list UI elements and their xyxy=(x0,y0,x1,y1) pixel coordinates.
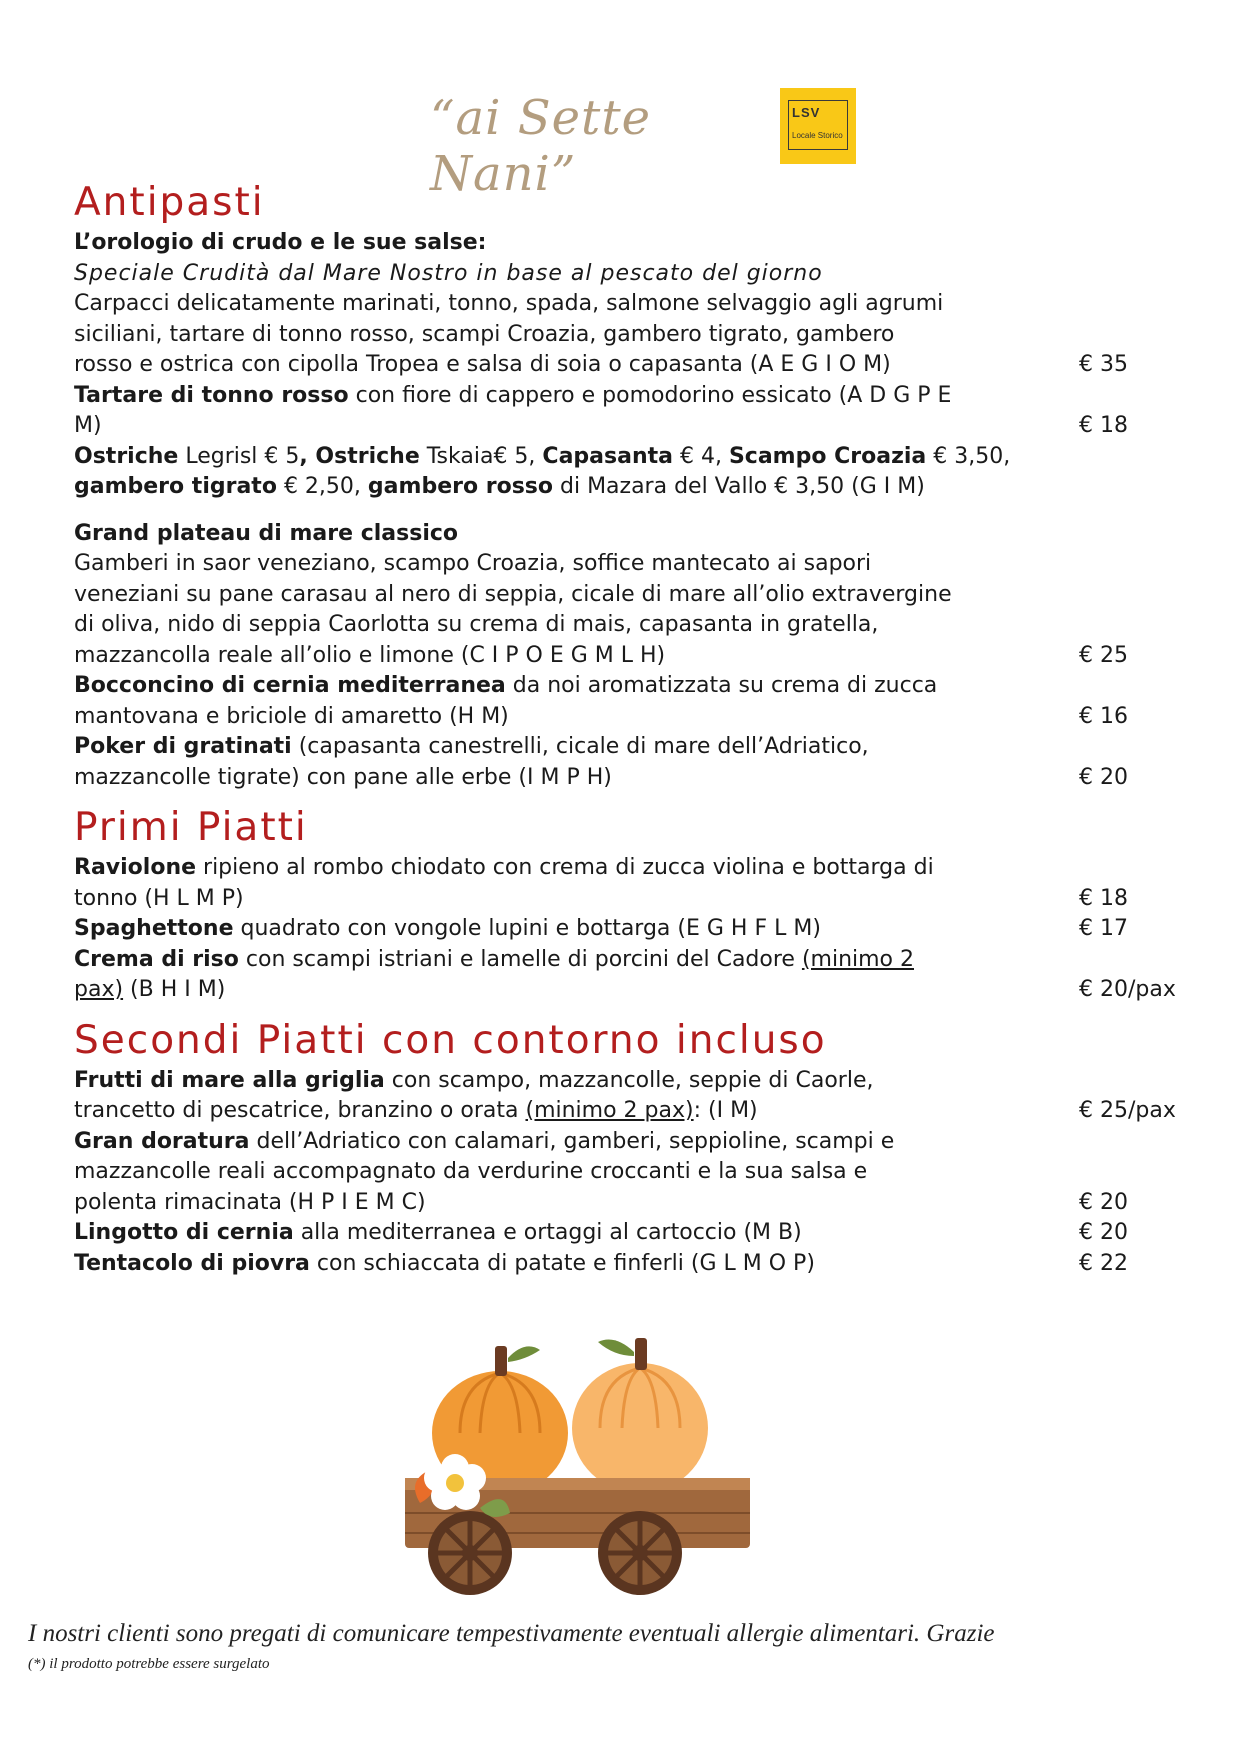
item-crudi-line-1 xyxy=(74,442,1214,473)
item-desc-text: mantovana e briciole di amaretto (H M) xyxy=(74,703,509,729)
item-price-lingotto: € 20 xyxy=(1079,1220,1128,1245)
pumpkin-right xyxy=(572,1338,708,1493)
item-name-capasanta: Capasanta xyxy=(542,443,673,469)
item-desc-tartare: con fiore di cappero e pomodorino essicato (A D G P E xyxy=(348,382,952,408)
item-desc-line xyxy=(74,702,1214,733)
cart-wheel-left xyxy=(428,1511,512,1595)
item-desc-text: : (I M) xyxy=(693,1098,758,1123)
pumpkin-cart-illustration xyxy=(400,1328,760,1598)
item-desc-line xyxy=(74,1188,1214,1219)
item-desc-line: veneziani su pane carasau al nero di seppia, cicale di mare all’olio extravergine xyxy=(74,581,952,607)
item-price-plateau: € 25 xyxy=(1079,642,1128,668)
item-price-frutti: € 25/pax xyxy=(1079,1098,1176,1123)
item-desc-line xyxy=(74,975,1214,1006)
frozen-note: (*) il prodotto potrebbe essere surgelato xyxy=(28,1656,270,1672)
badge-caption: Locale Storico xyxy=(792,131,843,140)
item-desc-gran-doratura: dell’Adriatico con calamari, gamberi, seppioline, scampi e xyxy=(249,1128,895,1154)
item-note-pax: pax) xyxy=(74,977,124,1002)
item-name-crema-riso: Crema di riso xyxy=(74,946,239,972)
item-name-spaghettone: Spaghettone xyxy=(74,916,234,941)
item-name-bocconcino: Bocconcino di cernia mediterranea xyxy=(74,673,506,698)
item-gran-doratura xyxy=(74,1127,1214,1158)
item-desc-line xyxy=(74,350,1214,381)
item-name-tentacolo: Tentacolo di piovra xyxy=(74,1250,310,1276)
item-price-raviolone: € 18 xyxy=(1079,885,1128,911)
item-desc-line xyxy=(74,411,1214,442)
badge-frame xyxy=(788,100,848,150)
item-desc-raviolone: ripieno al rombo chiodato con crema di zucca violina e bottarga di xyxy=(196,855,934,880)
section-title-primi: Primi Piatti xyxy=(74,805,308,850)
item-poker xyxy=(74,732,1214,763)
item-price-crema-riso: € 20/pax xyxy=(1079,977,1176,1002)
brand-logo: “ai Sette Nani” xyxy=(430,90,652,202)
cart-wheel-right xyxy=(598,1511,682,1595)
item-desc-line: siciliani, tartare di tonno rosso, scampi Croazia, gambero tigrato, gambero xyxy=(74,321,895,347)
item-crema-riso xyxy=(74,945,1214,976)
item-spaghettone xyxy=(74,914,1214,945)
item-name-ostriche-2: , Ostriche xyxy=(299,443,420,469)
item-name-tartare: Tartare di tonno rosso xyxy=(74,382,349,408)
item-desc-text: Tskaia€ 5, xyxy=(419,443,543,469)
item-name-scampo: Scampo Croazia xyxy=(728,443,927,469)
item-desc-text: di Mazara del Vallo € 3,50 (G I M) xyxy=(553,474,925,499)
item-desc-line xyxy=(74,1096,1214,1127)
item-name-raviolone: Raviolone xyxy=(74,855,197,880)
item-title-plateau: Grand plateau di mare classico xyxy=(74,520,459,546)
item-lingotto xyxy=(74,1218,1214,1249)
item-desc-text: polenta rimacinata (H P I E M C) xyxy=(74,1189,426,1215)
item-price-spaghettone: € 17 xyxy=(1079,916,1128,941)
item-desc-text: trancetto di pescatrice, branzino o orata xyxy=(74,1098,526,1123)
item-name-poker: Poker di gratinati xyxy=(74,734,292,759)
section-title-secondi: Secondi Piatti con contorno incluso xyxy=(74,1017,827,1063)
item-desc-line xyxy=(74,763,1214,794)
item-name-gambero-tigrato: gambero tigrato xyxy=(74,474,277,499)
item-desc-text: mazzancolla reale all’olio e limone (C I P O E G M L H) xyxy=(74,642,666,668)
item-desc-text: € 4, xyxy=(672,443,729,469)
item-desc-tentacolo: con schiaccata di patate e finferli (G L M O P) xyxy=(309,1250,815,1276)
item-tentacolo xyxy=(74,1249,1214,1280)
item-desc-text: M) xyxy=(74,413,102,438)
allergy-note: I nostri clienti sono pregati di comunicare tempestivamente eventuali allergie alimentari. Grazie xyxy=(28,1620,995,1647)
item-crudi-line-2 xyxy=(74,472,1214,503)
item-desc-crema-riso: con scampi istriani e lamelle di porcini del Cadore xyxy=(238,946,802,972)
item-desc-line: mazzancolle reali accompagnato da verdurine croccanti e la sua salsa e xyxy=(74,1159,868,1184)
item-desc-text: € 3,50, xyxy=(926,443,1011,469)
item-price-bocconcino: € 16 xyxy=(1079,703,1128,729)
item-name-ostriche: Ostriche xyxy=(74,443,179,469)
item-tartare xyxy=(74,381,1214,412)
item-title-orologio: L’orologio di crudo e le sue salse: xyxy=(74,230,487,255)
item-desc-line: Gamberi in saor veneziano, scampo Croazia, soffice mantecato ai sapori xyxy=(74,551,872,576)
item-raviolone xyxy=(74,853,1214,884)
item-name-gran-doratura: Gran doratura xyxy=(74,1128,250,1154)
locale-storico-badge xyxy=(780,88,856,164)
menu-content xyxy=(74,178,1214,1279)
item-note-minimo: (minimo 2 xyxy=(801,946,914,972)
item-desc-lingotto: alla mediterranea e ortaggi al cartoccio (M B) xyxy=(293,1220,802,1245)
item-bocconcino xyxy=(74,671,1214,702)
item-desc-text: mazzancolle tigrate) con pane alle erbe (I M P H) xyxy=(74,764,612,790)
item-name-gambero-rosso: gambero rosso xyxy=(367,474,553,499)
item-desc-text: € 2,50, xyxy=(276,474,368,499)
item-price-orologio: € 35 xyxy=(1079,352,1128,377)
item-desc-text: rosso e ostrica con cipolla Tropea e salsa di soia o capasanta (A E G I O M) xyxy=(74,352,891,377)
item-desc-line: di oliva, nido di seppia Caorlotta su crema di mais, capasanta in gratella, xyxy=(74,612,879,637)
item-desc-text: tonno (H L M P) xyxy=(74,885,244,911)
item-price-gran-doratura: € 20 xyxy=(1079,1189,1128,1215)
item-price-poker: € 20 xyxy=(1079,764,1128,790)
spacer xyxy=(74,1006,1214,1016)
item-subtitle-orologio: Speciale Crudità dal Mare Nostro in base al pescato del giorno xyxy=(74,260,823,286)
spacer xyxy=(74,793,1214,803)
spacer xyxy=(74,503,1214,519)
item-note-minimo: (minimo 2 pax) xyxy=(525,1098,694,1123)
item-desc-spaghettone: quadrato con vongole lupini e bottarga (E G H F L M) xyxy=(233,916,821,941)
item-name-lingotto: Lingotto di cernia xyxy=(74,1220,294,1245)
item-desc-line xyxy=(74,884,1214,915)
item-desc-line xyxy=(74,641,1214,672)
item-price-tartare: € 18 xyxy=(1079,413,1128,438)
item-desc-line: Carpacci delicatamente marinati, tonno, spada, salmone selvaggio agli agrumi xyxy=(74,291,944,316)
item-desc-bocconcino: da noi aromatizzata su crema di zucca xyxy=(505,673,938,698)
item-price-tentacolo: € 22 xyxy=(1079,1250,1128,1276)
badge-letters: LSV xyxy=(792,105,821,120)
item-desc-frutti: con scampo, mazzancolle, seppie di Caorle, xyxy=(384,1067,874,1093)
item-frutti xyxy=(74,1066,1214,1097)
item-name-frutti: Frutti di mare alla griglia xyxy=(74,1067,385,1093)
header xyxy=(0,80,1241,202)
item-desc-text: (B H I M) xyxy=(123,977,226,1002)
item-desc-text: Legrisl € 5 xyxy=(178,443,300,469)
item-desc-poker: (capasanta canestrelli, cicale di mare dell’Adriatico, xyxy=(291,734,869,759)
section-title-antipasti: Antipasti xyxy=(74,180,265,225)
